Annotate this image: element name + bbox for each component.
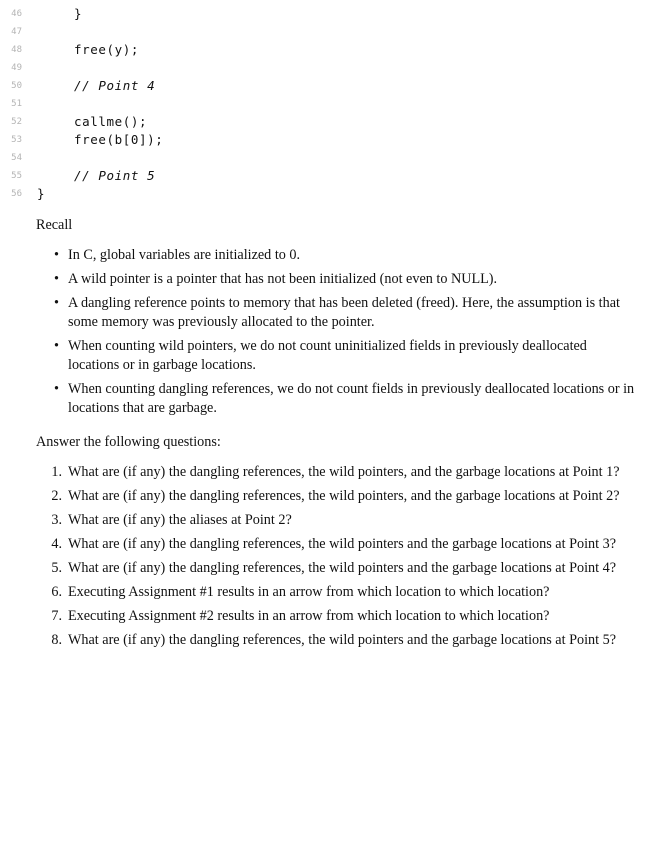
question-number: 3. bbox=[51, 512, 62, 528]
question-item bbox=[36, 463, 636, 482]
line-number: 54 bbox=[11, 153, 22, 163]
question-text: What are (if any) the aliases at Point 2? bbox=[68, 512, 292, 528]
question-number: 2. bbox=[51, 488, 62, 504]
code-line bbox=[0, 168, 671, 186]
code-text: } bbox=[37, 186, 46, 201]
recall-item-text: When counting dangling references, we do not count fields in previously deallocated locations or in locations that are garbage. bbox=[68, 381, 635, 416]
bullet-icon: • bbox=[54, 247, 59, 263]
line-number: 49 bbox=[11, 63, 22, 73]
question-number: 7. bbox=[51, 608, 62, 624]
question-number: 1. bbox=[51, 464, 62, 480]
document-body bbox=[36, 216, 636, 655]
questions-heading: Answer the following questions: bbox=[36, 434, 221, 450]
bullet-icon: • bbox=[54, 381, 59, 397]
bullet-icon: • bbox=[54, 271, 59, 287]
question-item bbox=[36, 487, 636, 506]
code-line bbox=[0, 42, 671, 60]
code-comment: // Point 4 bbox=[74, 78, 156, 93]
question-text: Executing Assignment #2 results in an arrow from which location to which location? bbox=[68, 608, 550, 624]
recall-item bbox=[36, 270, 636, 289]
question-number: 8. bbox=[51, 632, 62, 648]
recall-item-text: When counting wild pointers, we do not count uninitialized fields in previously deallocated locations or in garbage locations. bbox=[68, 338, 587, 373]
question-text: What are (if any) the dangling references, the wild pointers, and the garbage locations at Point 1? bbox=[68, 464, 620, 480]
code-line bbox=[0, 60, 671, 78]
code-text: free(b[0]); bbox=[74, 132, 164, 147]
code-text: free(y); bbox=[74, 42, 140, 57]
recall-item bbox=[36, 380, 636, 418]
recall-item bbox=[36, 294, 636, 332]
question-text: What are (if any) the dangling references, the wild pointers, and the garbage locations at Point 2? bbox=[68, 488, 620, 504]
code-line bbox=[0, 6, 671, 24]
line-number: 52 bbox=[11, 117, 22, 127]
line-number: 51 bbox=[11, 99, 22, 109]
question-item bbox=[36, 607, 636, 626]
code-text: } bbox=[74, 6, 83, 21]
bullet-icon: • bbox=[54, 295, 59, 311]
recall-item-text: In C, global variables are initialized to 0. bbox=[68, 247, 301, 263]
line-number: 50 bbox=[11, 81, 22, 91]
code-line bbox=[0, 114, 671, 132]
question-text: Executing Assignment #1 results in an arrow from which location to which location? bbox=[68, 584, 550, 600]
code-text: callme(); bbox=[74, 114, 148, 129]
code-line bbox=[0, 78, 671, 96]
code-line bbox=[0, 96, 671, 114]
recall-item-text: A dangling reference points to memory that has been deleted (freed). Here, the assumption is that some memory was previously allocated to the pointer. bbox=[68, 295, 620, 330]
code-line bbox=[0, 150, 671, 168]
line-number: 47 bbox=[11, 27, 22, 37]
question-item bbox=[36, 559, 636, 578]
question-text: What are (if any) the dangling references, the wild pointers and the garbage locations at Point 3? bbox=[68, 536, 616, 552]
questions-list bbox=[36, 463, 636, 650]
question-number: 5. bbox=[51, 560, 62, 576]
line-number: 56 bbox=[11, 189, 22, 199]
code-line bbox=[0, 132, 671, 150]
question-item bbox=[36, 535, 636, 554]
bullet-icon: • bbox=[54, 338, 59, 354]
recall-heading: Recall bbox=[36, 217, 73, 233]
question-text: What are (if any) the dangling references, the wild pointers and the garbage locations at Point 5? bbox=[68, 632, 616, 648]
question-number: 6. bbox=[51, 584, 62, 600]
recall-item-text: A wild pointer is a pointer that has not been initialized (not even to NULL). bbox=[68, 271, 498, 287]
line-number: 48 bbox=[11, 45, 22, 55]
line-number: 53 bbox=[11, 135, 22, 145]
spacer bbox=[36, 423, 636, 433]
question-item bbox=[36, 583, 636, 602]
recall-list bbox=[36, 246, 636, 418]
code-comment: // Point 5 bbox=[74, 168, 156, 183]
recall-item bbox=[36, 337, 636, 375]
question-number: 4. bbox=[51, 536, 62, 552]
question-text: What are (if any) the dangling references, the wild pointers and the garbage locations at Point 4? bbox=[68, 560, 616, 576]
line-number: 46 bbox=[11, 9, 22, 19]
recall-item bbox=[36, 246, 636, 265]
question-item bbox=[36, 631, 636, 650]
question-item bbox=[36, 511, 636, 530]
line-number: 55 bbox=[11, 171, 22, 181]
code-line bbox=[0, 24, 671, 42]
code-line bbox=[0, 186, 671, 204]
